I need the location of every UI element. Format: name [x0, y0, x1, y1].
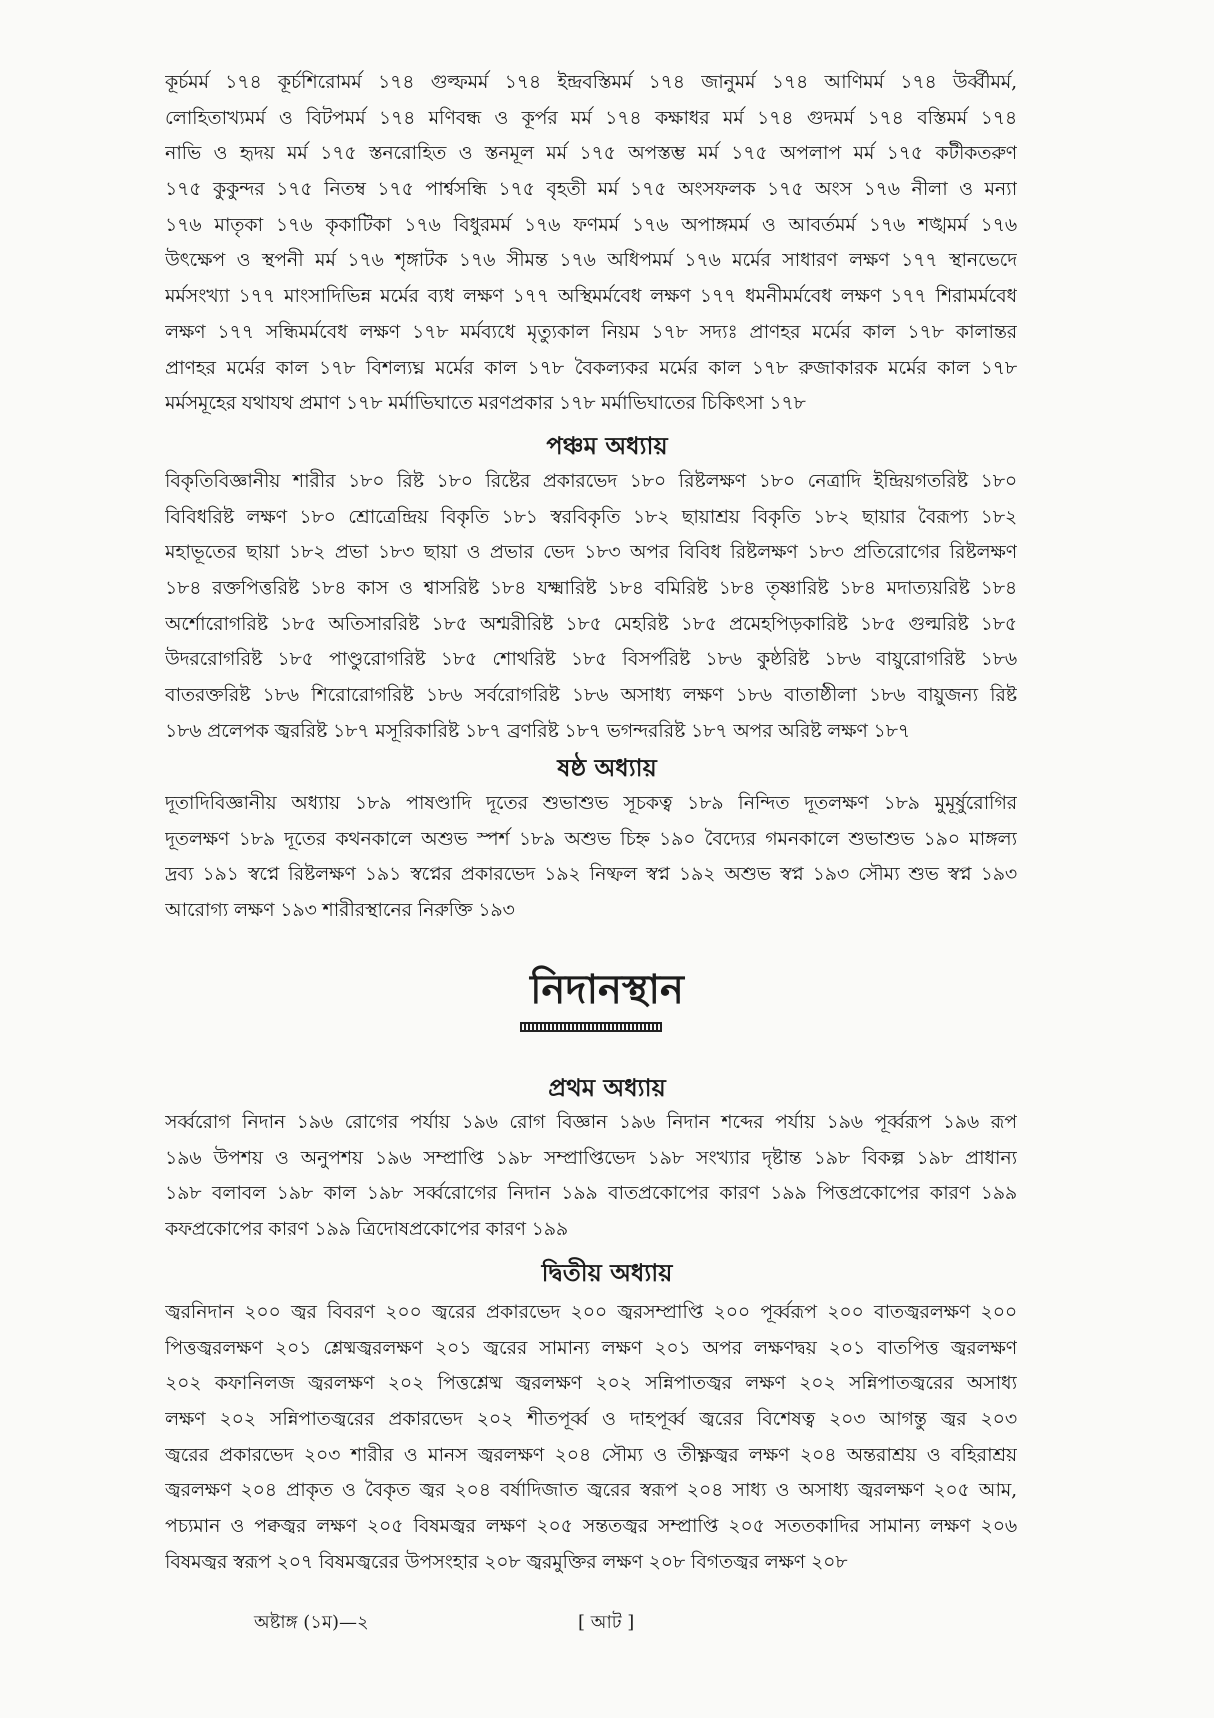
contents-line: বিষমজ্বর স্বরূপ ২০৭ বিষমজ্বরের উপসংহার ২০৮ জ্বরমুক্তির লক্ষণ ২০৮ বিগতজ্বর লক্ষণ ২০৮ [165, 1550, 848, 1573]
contents-line: ১৮৪ রক্তপিত্তরিষ্ট ১৮৪ কাস ও শ্বাসরিষ্ট ১৮৪ যক্ষ্মারিষ্ট ১৮৪ বমিরিষ্ট ১৮৪ তৃষ্ণারিষ্ট ১৮৪ মদাত্যয়রিষ্ট ১৮৪ [165, 577, 1017, 600]
contents-line: মহাভূতের ছায়া ১৮২ প্রভা ১৮৩ ছায়া ও প্রভার ভেদ ১৮৩ অপর বিবিধ রিষ্টলক্ষণ ১৮৩ প্রতিরোগের রিষ্টলক্ষণ [165, 541, 1017, 564]
contents-line: দ্রব্য ১৯১ স্বপ্নে রিষ্টলক্ষণ ১৯১ স্বপ্নের প্রকারভেদ ১৯২ নিষ্ফল স্বপ্ন ১৯২ অশুভ স্বপ্ন ১৯৩ সৌম্য শুভ স্বপ্ন ১৯৩ [165, 863, 1017, 886]
contents-line: মর্মসমূহের যথাযথ প্রমাণ ১৭৮ মর্মাভিঘাতে মরণপ্রকার ১৭৮ মর্মাভিঘাতের চিকিৎসা ১৭৮ [165, 392, 806, 415]
chapter-heading-first: প্রথম অধ্যায় [548, 1073, 666, 1102]
contents-line: পচ্যমান ও পক্বজ্বর লক্ষণ ২০৫ বিষমজ্বর লক্ষণ ২০৫ সন্ততজ্বর সম্প্রাপ্তি ২০৫ সততকাদির সামান্য লক্ষণ ২০৬ [165, 1515, 1017, 1538]
contents-line: পিত্তজ্বরলক্ষণ ২০১ শ্লেষ্মজ্বরলক্ষণ ২০১ জ্বরের সামান্য লক্ষণ ২০১ অপর লক্ষণদ্বয় ২০১ বাতপিত্ত জ্বরলক্ষণ [165, 1336, 1017, 1359]
chapter-heading-sixth: ষষ্ঠ অধ্যায় [557, 753, 657, 782]
contents-block-marma [165, 65, 1017, 422]
contents-line: ১৮৬ প্রলেপক জ্বররিষ্ট ১৮৭ মসূরিকারিষ্ট ১৮৭ ব্রণরিষ্ট ১৮৭ ভগন্দররিষ্ট ১৮৭ অপর অরিষ্ট লক্ষণ ১৮৭ [165, 719, 910, 742]
contents-line: কূর্চমর্ম ১৭৪ কূর্চশিরোমর্ম ১৭৪ গুল্ফমর্ম ১৭৪ ইন্দ্রবস্তিমর্ম ১৭৪ জানুমর্ম ১৭৪ আণিমর্ম ১৭৪ উর্ব্বীমর্ম, [165, 71, 1017, 93]
contents-line: বিকৃতিবিজ্ঞানীয় শারীর ১৮০ রিষ্ট ১৮০ রিষ্টের প্রকারভেদ ১৮০ রিষ্টলক্ষণ ১৮০ নেত্রাদি ইন্দ্রিয়গতরিষ্ট ১৮০ [165, 470, 1017, 492]
contents-block-sixth-chapter [165, 786, 1017, 929]
contents-line: আরোগ্য লক্ষণ ১৯৩ শারীরস্থানের নিরুক্তি ১৯৩ [165, 899, 515, 922]
contents-line: প্রাণহর মর্মের কাল ১৭৮ বিশল্যঘ্ন মর্মের কাল ১৭৮ বৈকল্যকর মর্মের কাল ১৭৮ রুজাকারক মর্মের কাল ১৭৮ [165, 356, 1017, 379]
contents-line: বাতরক্তরিষ্ট ১৮৬ শিরোরোগরিষ্ট ১৮৬ সর্বরোগরিষ্ট ১৮৬ অসাধ্য লক্ষণ ১৮৬ বাতাষ্ঠীলা ১৮৬ বায়ুজন্য রিষ্ট [165, 684, 1017, 707]
contents-line: জ্বরের প্রকারভেদ ২০৩ শারীর ও মানস জ্বরলক্ষণ ২০৪ সৌম্য ও তীক্ষ্ণজ্বর লক্ষণ ২০৪ অন্তরাশ্রয় ও বহিরাশ্রয় [165, 1443, 1017, 1466]
contents-line: নাভি ও হৃদয় মর্ম ১৭৫ স্তনরোহিত ও স্তনমূল মর্ম ১৭৫ অপস্তম্ভ মর্ম ১৭৫ অপলাপ মর্ম ১৭৫ কটীকতরুণ [165, 142, 1017, 165]
contents-line: ২০২ কফানিলজ জ্বরলক্ষণ ২০২ পিত্তশ্লেষ্ম জ্বরলক্ষণ ২০২ সন্নিপাতজ্বর লক্ষণ ২০২ সন্নিপাতজ্বরের অসাধ্য [165, 1372, 1017, 1395]
contents-line: ১৭৫ কুকুন্দর ১৭৫ নিতম্ব ১৭৫ পার্শ্বসন্ধি ১৭৫ বৃহতী মর্ম ১৭৫ অংসফলক ১৭৫ অংস ১৭৬ নীলা ও মন্যা [165, 178, 1017, 201]
contents-line: জ্বরলক্ষণ ২০৪ প্রাকৃত ও বৈকৃত জ্বর ২০৪ বর্ষাদিজাত জ্বরের স্বরূপ ২০৪ সাধ্য ও অসাধ্য জ্বরলক্ষণ ২০৫ আম, [165, 1479, 1017, 1502]
section-title-nidanasthana: নিদানস্থান [530, 966, 684, 1013]
title-underline-ornament [520, 1022, 662, 1032]
contents-line: ১৭৬ মাতৃকা ১৭৬ কৃকাটিকা ১৭৬ বিধুরমর্ম ১৭৬ ফণমর্ম ১৭৬ অপাঙ্গমর্ম ও আবর্তমর্ম ১৭৬ শঙ্খমর্ম ১৭৬ [165, 213, 1017, 236]
contents-line: উদররোগরিষ্ট ১৮৫ পাণ্ডুরোগরিষ্ট ১৮৫ শোথরিষ্ট ১৮৫ বিসর্পরিষ্ট ১৮৬ কুষ্ঠরিষ্ট ১৮৬ বায়ুরোগরিষ্ট ১৮৬ [165, 648, 1017, 671]
contents-line: দূতলক্ষণ ১৮৯ দূতের কথনকালে অশুভ স্পর্শ ১৮৯ অশুভ চিহ্ন ১৯০ বৈদ্যের গমনকালে শুভাশুভ ১৯০ মাঙ্গল্য [165, 827, 1017, 850]
chapter-heading-second: দ্বিতীয় অধ্যায় [541, 1258, 673, 1287]
contents-block-fifth-chapter [165, 464, 1017, 750]
contents-line: ১৯৬ উপশয় ও অনুপশয় ১৯৬ সম্প্রাপ্তি ১৯৮ সম্প্রাপ্তিভেদ ১৯৮ সংখ্যার দৃষ্টান্ত ১৯৮ বিকল্প ১৯৮ প্রাধান্য [165, 1146, 1017, 1169]
contents-line: দূতাদিবিজ্ঞানীয় অধ্যায় ১৮৯ পাষণ্ডাদি দূতের শুভাশুভ সূচকত্ব ১৮৯ নিন্দিত দূতলক্ষণ ১৮৯ মুমূর্ষুরোগির [165, 792, 1017, 814]
contents-line: লক্ষণ ১৭৭ সন্ধিমর্মবেধ লক্ষণ ১৭৮ মর্মব্যধে মৃত্যুকাল নিয়ম ১৭৮ সদ্যঃ প্রাণহর মর্মের কাল ১৭৮ কালান্তর [165, 320, 1017, 343]
contents-line: উৎক্ষেপ ও স্থপনী মর্ম ১৭৬ শৃঙ্গাটক ১৭৬ সীমন্ত ১৭৬ অধিপমর্ম ১৭৬ মর্মের সাধারণ লক্ষণ ১৭৭ স্থানভেদে [165, 249, 1017, 272]
contents-line: সর্ব্বরোগ নিদান ১৯৬ রোগের পর্যায় ১৯৬ রোগ বিজ্ঞান ১৯৬ নিদান শব্দের পর্যায় ১৯৬ পূর্ব্বরূপ ১৯৬ রূপ [165, 1111, 1017, 1133]
contents-line: বিবিধরিষ্ট লক্ষণ ১৮০ শ্রোত্রেন্দ্রিয় বিকৃতি ১৮১ স্বরবিকৃতি ১৮২ ছায়াশ্রয় বিকৃতি ১৮২ ছায়ার বৈরূপ্য ১৮২ [165, 505, 1017, 528]
contents-line: লোহিতাখ্যমর্ম ও বিটপমর্ম ১৭৪ মণিবন্ধ ও কূর্পর মর্ম ১৭৪ কক্ষাধর মর্ম ১৭৪ গুদমর্ম ১৭৪ বস্তিমর্ম ১৭৪ [165, 106, 1017, 129]
contents-block-second-chapter [165, 1295, 1017, 1581]
contents-line: লক্ষণ ২০২ সন্নিপাতজ্বরের প্রকারভেদ ২০২ শীতপূর্ব্ব ও দাহপূর্ব্ব জ্বরের বিশেষত্ব ২০৩ আগন্তু জ্বর ২০৩ [165, 1408, 1017, 1431]
contents-line: কফপ্রকোপের কারণ ১৯৯ ত্রিদোষপ্রকোপের কারণ ১৯৯ [165, 1218, 569, 1241]
contents-block-first-chapter [165, 1105, 1017, 1248]
footer-page-number: [ আট ] [578, 1612, 635, 1633]
contents-line: মর্মসংখ্যা ১৭৭ মাংসাদিভিন্ন মর্মের ব্যধ লক্ষণ ১৭৭ অস্থিমর্মবেধ লক্ষণ ১৭৭ ধমনীমর্মবেধ লক্ষণ ১৭৭ শিরামর্মবেধ [165, 285, 1017, 308]
footer-signature: অষ্টাঙ্গ (১ম)—২ [254, 1612, 369, 1633]
contents-line: অর্শোরোগরিষ্ট ১৮৫ অতিসাররিষ্ট ১৮৫ অশ্মরীরিষ্ট ১৮৫ মেহরিষ্ট ১৮৫ প্রমেহপিড়কারিষ্ট ১৮৫ গুল্মরিষ্ট ১৮৫ [165, 612, 1017, 635]
chapter-heading-fifth: পঞ্চম অধ্যায় [546, 431, 668, 460]
contents-line: ১৯৮ বলাবল ১৯৮ কাল ১৯৮ সর্ব্বরোগের নিদান ১৯৯ বাতপ্রকোপের কারণ ১৯৯ পিত্তপ্রকোপের কারণ ১৯৯ [165, 1182, 1017, 1205]
contents-line: জ্বরনিদান ২০০ জ্বর বিবরণ ২০০ জ্বরের প্রকারভেদ ২০০ জ্বরসম্প্রাপ্তি ২০০ পূর্ব্বরূপ ২০০ বাতজ্বরলক্ষণ ২০০ [165, 1301, 1017, 1323]
